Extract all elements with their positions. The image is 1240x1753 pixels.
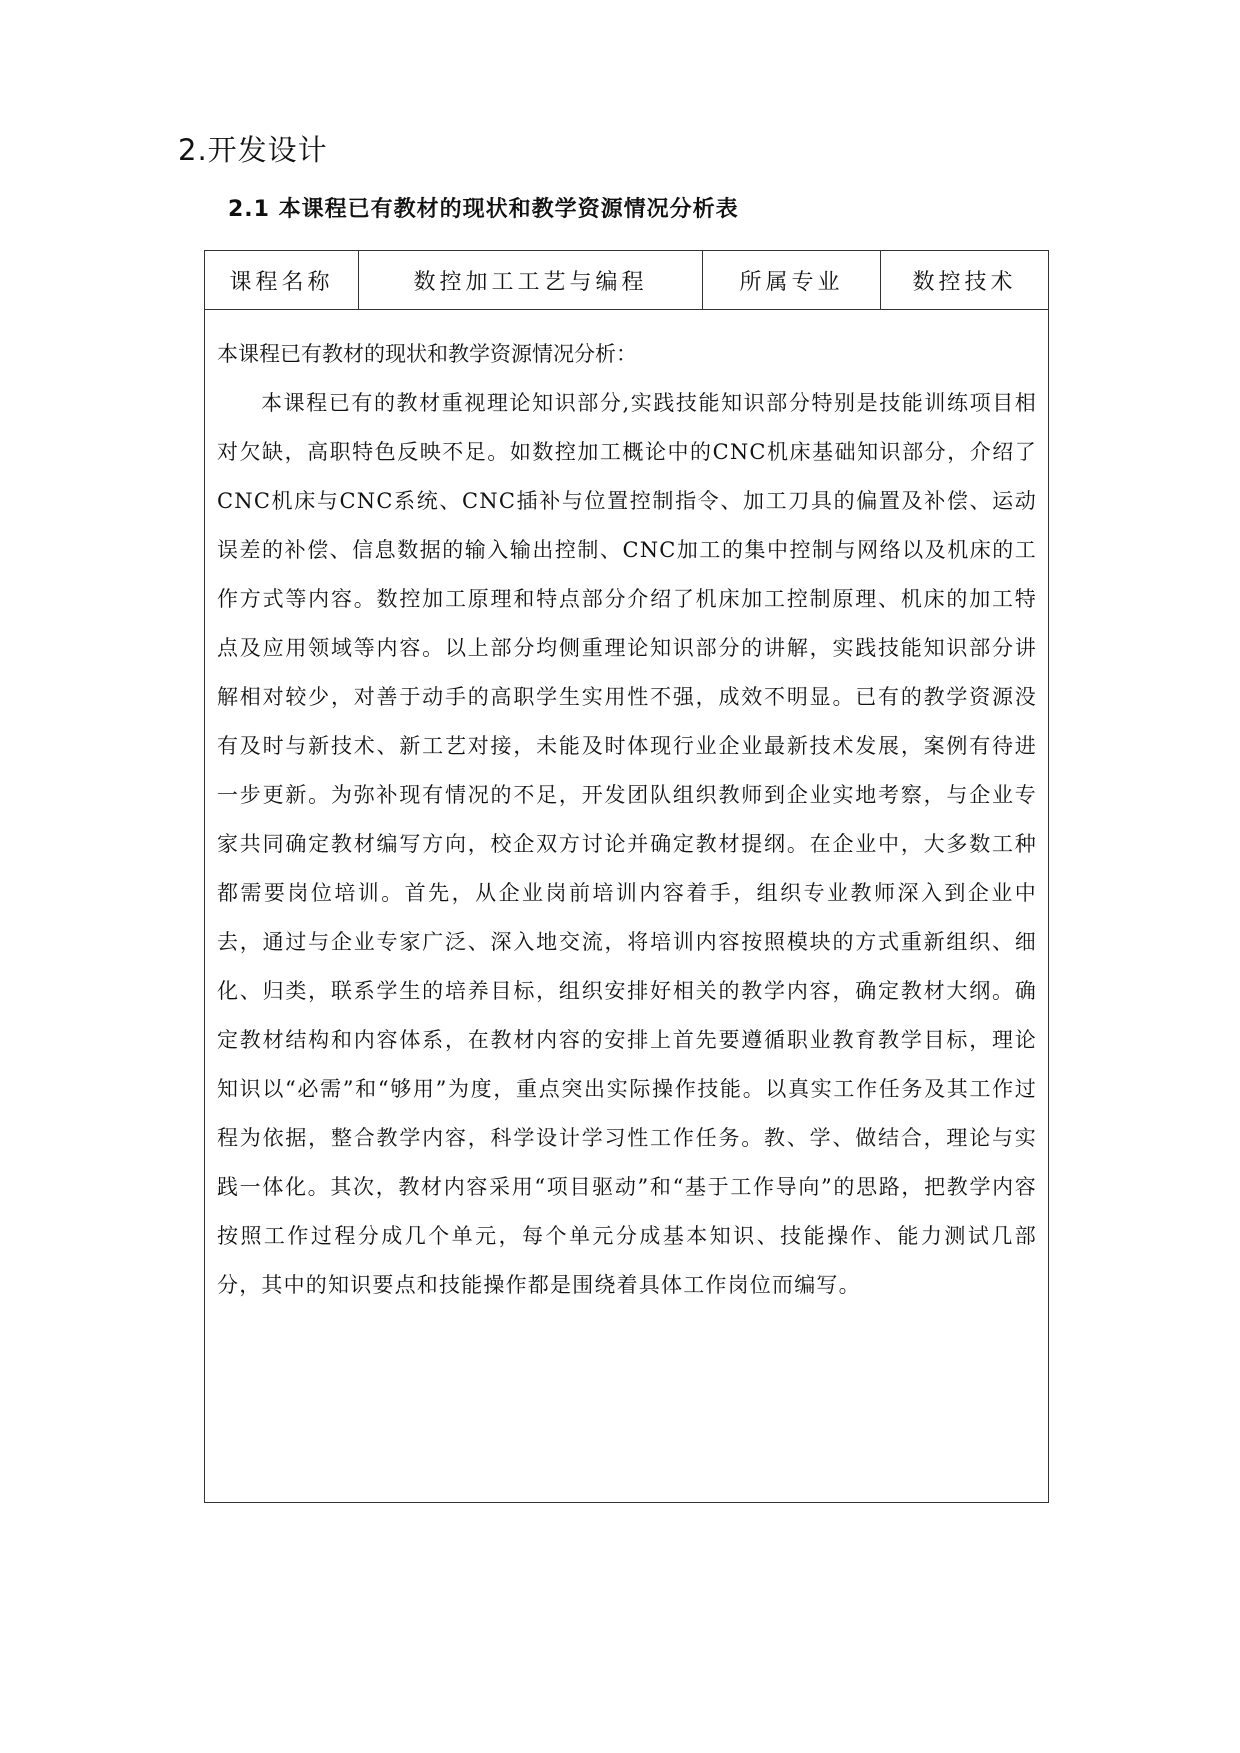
major-value: 数控技术 [881, 251, 1049, 310]
course-analysis-table [204, 250, 1049, 1503]
analysis-heading: 本课程已有教材的现状和教学资源情况分析： [217, 342, 637, 366]
subsection-title: 2.1 本课程已有教材的现状和教学资源情况分析表 [228, 197, 739, 222]
course-name-value: 数控加工工艺与编程 [359, 251, 703, 310]
analysis-paragraph: 本课程已有的教材重视理论知识部分,实践技能知识部分特别是技能训练项目相对欠缺，高职特色反映不足。如数控加工概论中的CNC机床基础知识部分，介绍了CNC机床与CNC系统、CNC插补与位置控制指令、加工刀具的偏置及补偿、运动误差的补偿、信息数据的输入输出控制、CNC加工的集中控制与网络以及机床的工作方式等内容。数控加工原理和特点部分介绍了机床加工控制原理、机床的加工特点及应用领域等内容。以上部分均侧重理论知识部分的讲解，实践技能知识部分讲解相对较少，对善于动手的高职学生实用性不强，成效不明显。已有的教学资源没有及时与新技术、新工艺对接，未能及时体现行业企业最新技术发展，案例有待进一步更新。为弥补现有情况的不足，开发团队组织教师到企业实地考察，与企业专家共同确定教材编写方向，校企双方讨论并确定教材提纲。在企业中，大多数工种都需要岗位培训。首先，从企业岗前培训内容着手，组织专业教师深入到企业中去，通过与企业专家广泛、深入地交流，将培训内容按照模块的方式重新组织、细化、归类，联系学生的培养目标，组织安排好相关的教学内容，确定教材大纲。确定教材结构和内容体系，在教材内容的安排上首先要遵循职业教育教学目标，理论知识以“必需”和“够用”为度，重点突出实际操作技能。以真实工作任务及其工作过程为依据，整合教学内容，科学设计学习性工作任务。教、学、做结合，理论与实践一体化。其次，教材内容采用“项目驱动”和“基于工作导向”的思路，把教学内容按照工作过程分成几个单元，每个单元分成基本知识、技能操作、能力测试几部分，其中的知识要点和技能操作都是围绕着具体工作岗位而编写。 [217, 391, 1037, 1297]
section-title: 2.开发设计 [178, 133, 328, 167]
analysis-cell [205, 310, 1049, 1503]
major-label: 所属专业 [703, 251, 881, 310]
table-body-row [205, 310, 1049, 1503]
table-header-row [205, 251, 1049, 310]
course-name-label: 课程名称 [205, 251, 359, 310]
